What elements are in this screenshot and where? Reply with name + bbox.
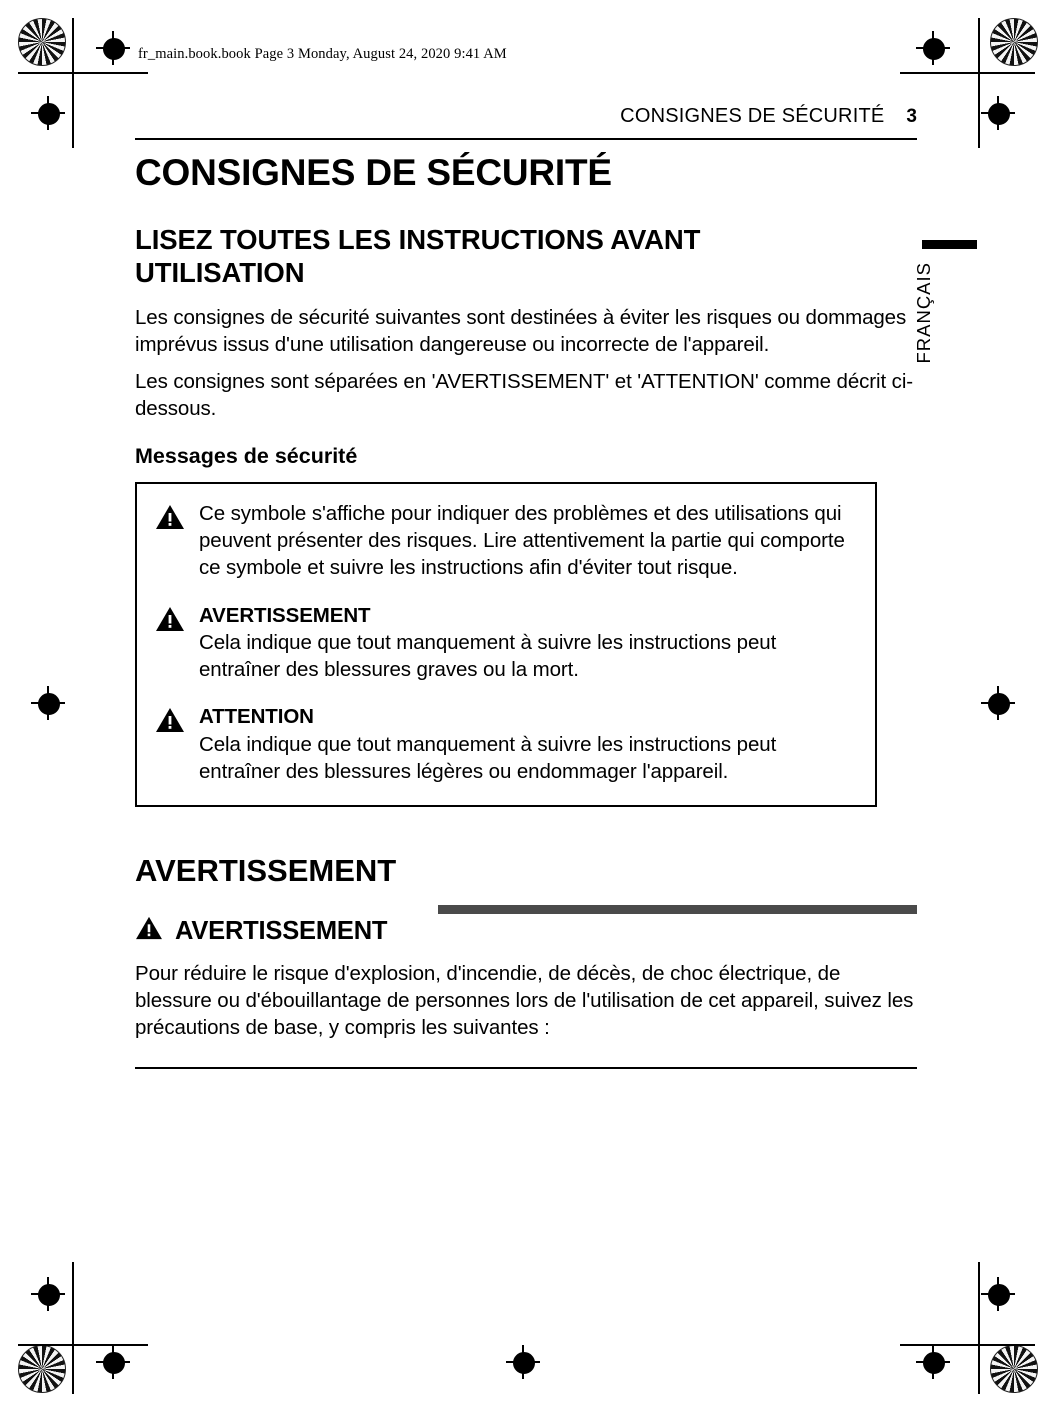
running-header	[135, 105, 917, 128]
safety-message-block	[199, 703, 857, 785]
safety-message-item	[155, 500, 857, 582]
section-title: LISEZ TOUTES LES INSTRUCTIONS AVANT UTILISATION	[135, 223, 701, 289]
running-header-title: CONSIGNES DE SÉCURITÉ	[620, 105, 885, 127]
page-content	[135, 152, 917, 1069]
warning-triangle-icon	[135, 916, 163, 946]
chapter-title: CONSIGNES DE SÉCURITÉ	[135, 152, 612, 193]
safety-message-text: Cela indique que tout manquement à suivre les instructions peut entraîner des blessures légères ou endommager l'appareil.	[199, 732, 777, 783]
page-number: 3	[906, 106, 917, 127]
header-divider	[135, 138, 917, 140]
warning-callout-body: Pour réduire le risque d'explosion, d'incendie, de décès, de choc électrique, de blessure ou d'ébouillantage de personnes lors de l'utilisation de cet appareil, suivez les précautions de base, y compris les suivantes :	[135, 962, 914, 1040]
warning-triangle-icon	[155, 500, 185, 536]
warning-callout-label: AVERTISSEMENT	[175, 916, 388, 945]
warning-triangle-icon	[155, 602, 185, 638]
safety-message-label: ATTENTION	[199, 705, 314, 729]
warning-callout-bar	[135, 905, 917, 914]
safety-message-text: Ce symbole s'affiche pour indiquer des problèmes et des utilisations qui peuvent présenter des risques. Lire attentivement la partie qui comporte ce symbole et suivre les instructions afin d'éviter tout risque.	[199, 501, 845, 580]
language-tab-bar	[922, 240, 977, 249]
warning-callout-header	[135, 916, 917, 946]
warning-section-heading: AVERTISSEMENT	[135, 853, 397, 889]
safety-message-text: Cela indique que tout manquement à suivre les instructions peut entraîner des blessures graves ou la mort.	[199, 630, 777, 682]
file-info-stamp: fr_main.book.book Page 3 Monday, August 24, 2020 9:41 AM	[138, 46, 507, 62]
language-tab-label: FRANÇAIS	[913, 262, 934, 364]
section-paragraph-2: Les consignes sont séparées en 'AVERTISSEMENT' et 'ATTENTION' comme décrit ci-dessous.	[135, 369, 914, 420]
section-bottom-divider	[135, 1067, 917, 1069]
section-paragraph-1: Les consignes de sécurité suivantes sont destinées à éviter les risques ou dommages imprévus issus d'une utilisation dangereuse ou incorrecte de l'appareil.	[135, 305, 907, 356]
warning-triangle-icon	[155, 703, 185, 739]
safety-message-block	[199, 602, 857, 684]
safety-messages-heading: Messages de sécurité	[135, 443, 358, 468]
safety-message-item	[155, 703, 857, 785]
safety-messages-box	[135, 482, 877, 807]
safety-message-item	[155, 602, 857, 684]
warning-callout-bar-notch	[135, 905, 438, 914]
safety-message-label: AVERTISSEMENT	[199, 603, 371, 627]
